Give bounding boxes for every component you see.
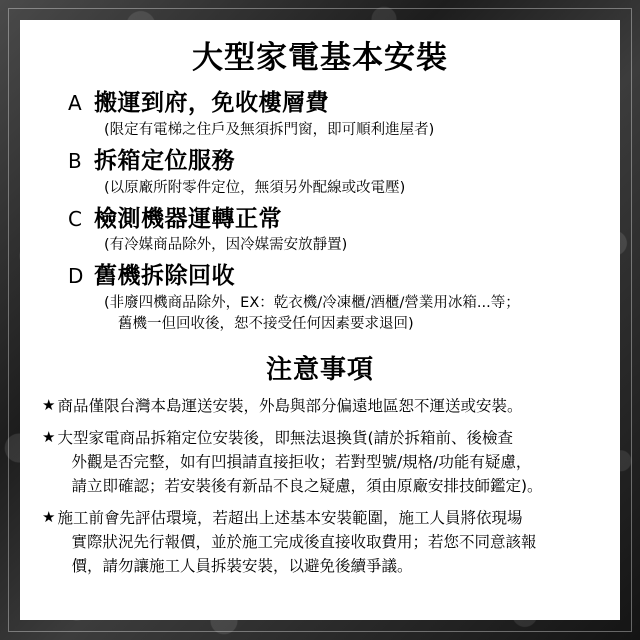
- item-note: [42, 120, 598, 141]
- list-item: [42, 205, 598, 257]
- item-letter: B: [68, 148, 82, 173]
- item-letter: A: [68, 91, 82, 116]
- item-note: [42, 235, 598, 256]
- item-letter: D: [68, 264, 84, 289]
- notice-subtitle: 注意事項: [265, 355, 374, 386]
- item-title: 檢測機器運轉正常: [94, 205, 282, 232]
- item-heading: [42, 262, 598, 291]
- item-note-line: (限定有電梯之住戶及無須拆門窗，即可順利進屋者): [104, 121, 435, 138]
- page-title: 大型家電基本安裝: [192, 40, 448, 76]
- star-icon: ★: [42, 508, 56, 527]
- list-item: [42, 262, 598, 335]
- item-heading: [42, 147, 598, 176]
- notice-line: 價，請勿讓施工人員拆裝安裝，以避免後續爭議。: [71, 557, 413, 576]
- item-note-line-continued: 舊機一但回收後，恕不接受任何因素要求退回): [118, 316, 414, 333]
- notice-row: [42, 506, 598, 578]
- item-heading: [42, 205, 598, 234]
- notice-row: [42, 394, 598, 418]
- item-heading: [42, 89, 598, 118]
- notice-line: 商品僅限台灣本島運送安裝，外島與部分偏遠地區恕不運送或安裝。: [57, 397, 523, 416]
- list-item: [42, 89, 598, 141]
- list-item: [42, 147, 598, 199]
- star-icon: ★: [42, 428, 56, 447]
- item-note: [42, 293, 598, 335]
- item-title: 搬運到府，免收樓層費: [94, 90, 329, 117]
- notice-line: 請立即確認；若安裝後有新品不良之疑慮，須由原廠安排技師鑑定)。: [71, 477, 543, 496]
- item-note-line: (有冷媒商品除外，因冷媒需安放靜置): [104, 237, 348, 254]
- item-title: 舊機拆除回收: [94, 263, 235, 290]
- notice-line: 大型家電商品拆箱定位安裝後，即無法退換貨(請於拆箱前、後檢查: [57, 429, 514, 448]
- notice-text: [57, 394, 598, 418]
- item-note: [42, 178, 598, 199]
- notice-text: [57, 426, 598, 498]
- item-note-line: (以原廠所附零件定位，無須另外配線或改電壓): [104, 179, 406, 196]
- notice-row: [42, 426, 598, 498]
- notice-line: 實際狀況先行報價，並於施工完成後直接收取費用；若您不同意該報: [71, 533, 537, 552]
- notice-text: [57, 506, 598, 578]
- star-icon: ★: [42, 396, 56, 415]
- item-title: 拆箱定位服務: [94, 147, 235, 174]
- item-letter: C: [68, 206, 82, 231]
- item-note-line: (非廢四機商品除外，EX：乾衣機/冷凍櫃/酒櫃/營業用冰箱...等；: [104, 295, 520, 312]
- info-card: [20, 20, 620, 620]
- notice-line: 外觀是否完整，如有凹損請直接拒收；若對型號/規格/功能有疑慮，: [71, 453, 532, 472]
- notice-line: 施工前會先評估環境，若超出上述基本安裝範圍，施工人員將依現場: [57, 509, 523, 528]
